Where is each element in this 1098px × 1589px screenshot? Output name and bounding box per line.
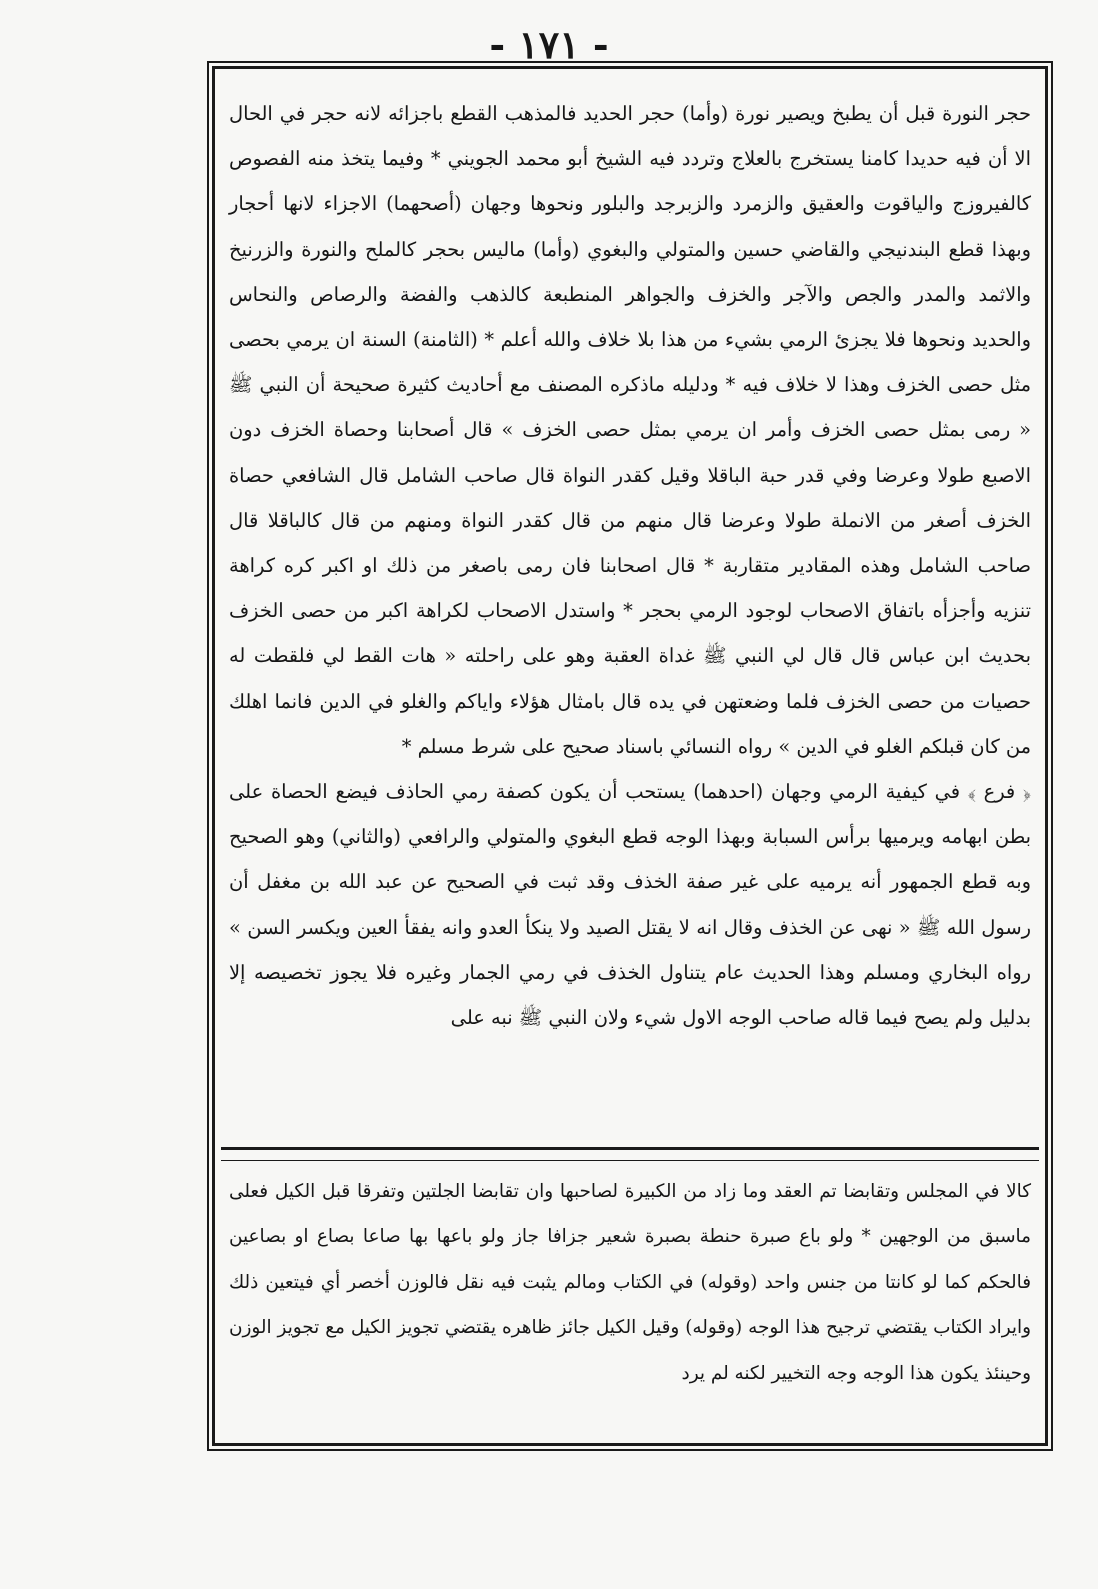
page-number: - ١٧١ - [489, 22, 609, 67]
main-paragraph: حجر النورة قبل أن يطبخ ويصير نورة (وأما) حجر الحديد فالمذهب القطع باجزائه لانه حجر في الحال الا أن فيه حديدا كامنا يستخرج بالعلاج وتردد فيه الشيخ أبو محمد الجويني * وفيما يتخذ منه الفصوص كالفيروزج والياقوت والعقيق والزمرد والزبرجد والبلور ونحوها وجهان (أصحهما) الاجزاء لانها أحجار وبهذا قطع البندنيجي والقاضي حسين والمتولي والبغوي (وأما) ماليس بحجر كالملح والنورة والزرنيخ والاثمد والمدر والجص والآجر والخزف والجواهر المنطبعة كالذهب والفضة والرصاص والنحاس والحديد ونحوها فلا يجزئ الرمي بشيء من هذا بلا خلاف والله أعلم * (الثامنة) السنة ان يرمي بحصى مثل حصى الخزف وهذا لا خلاف فيه * ودليله ماذكره المصنف مع أحاديث كثيرة صحيحة أن النبي ﷺ « رمى بمثل حصى الخزف وأمر ان يرمي بمثل حصى الخزف » قال أصحابنا وحصاة الخزف دون الاصبع طولا وعرضا وفي قدر حبة الباقلا وقيل كقدر النواة قال صاحب الشامل قال الشافعي حصاة الخزف أصغر من الانملة طولا وعرضا قال منهم من قال كقدر النواة ومنهم من قال كالباقلا قال صاحب الشامل وهذه المقادير متقاربة * قال اصحابنا فان رمى باصغر من ذلك او اكبر كره كراهة تنزيه وأجزأه باتفاق الاصحاب لوجود الرمي بحجر * واستدل الاصحاب لكراهة اكبر من حصى الخزف بحديث ابن عباس قال قال لي النبي ﷺ غداة العقبة وهو على راحلته « هات القط لي فلقطت له حصيات من حصى الخزف فلما وضعتهن في يده قال بامثال هؤلاء واياكم والغلو في الدين فانما اهلك من كان قبلكم الغلو في الدين » رواه النسائي باسناد صحيح على شرط مسلم * [229, 102, 1031, 758]
footnote-divider [221, 1147, 1039, 1161]
footnote-paragraph: كالا في المجلس وتقابضا تم العقد وما زاد من الكبيرة لصاحبها وان تقابضا الجلتين وتفرقا قبل الكيل فعلى ماسبق من الوجهين * ولو باع صبرة حنطة بصبرة شعير جزافا جاز ولو باعها بها صاعا بصاع او بصاعين فالحكم كما لو كانتا من جنس واحد (وقوله) في الكتاب ومالم يثبت فيه نقل فالوزن أخصر أي فيتعين ذلك وايراد الكتاب يقتضي ترجيح هذا الوجه (وقوله) وقيل الكيل جائز ظاهره يقتضي تجويز الكيل مع تجويز الوزن وحينئذ يكون هذا الوجه وجه التخيير لكنه لم يرد [229, 1181, 1031, 1384]
page-frame [212, 66, 1048, 1446]
main-paragraph: ﴿ فرع ﴾ في كيفية الرمي وجهان (احدهما) يستحب أن يكون كصفة رمي الحاذف فيضع الحصاة على بطن ابهامه ويرميها برأس السبابة وبهذا الوجه قطع البغوي والمتولي والرافعي (والثاني) وهو الصحيح وبه قطع الجمهور أنه يرميه على غير صفة الخذف وقد ثبت في الصحيح عن عبد الله بن مغفل أن رسول الله ﷺ « نهى عن الخذف وقال انه لا يقتل الصيد ولا ينكأ العدو وانه يفقأ العين ويكسر السن » رواه البخاري ومسلم وهذا الحديث عام يتناول الخذف في رمي الجمار وغيره فلا يجوز تخصيصه إلا بدليل ولم يصح فيما قاله صاحب الوجه الاول شيء ولان النبي ﷺ نبه على [229, 780, 1031, 1030]
footnote-text [229, 1169, 1031, 1396]
main-text [229, 91, 1031, 1040]
